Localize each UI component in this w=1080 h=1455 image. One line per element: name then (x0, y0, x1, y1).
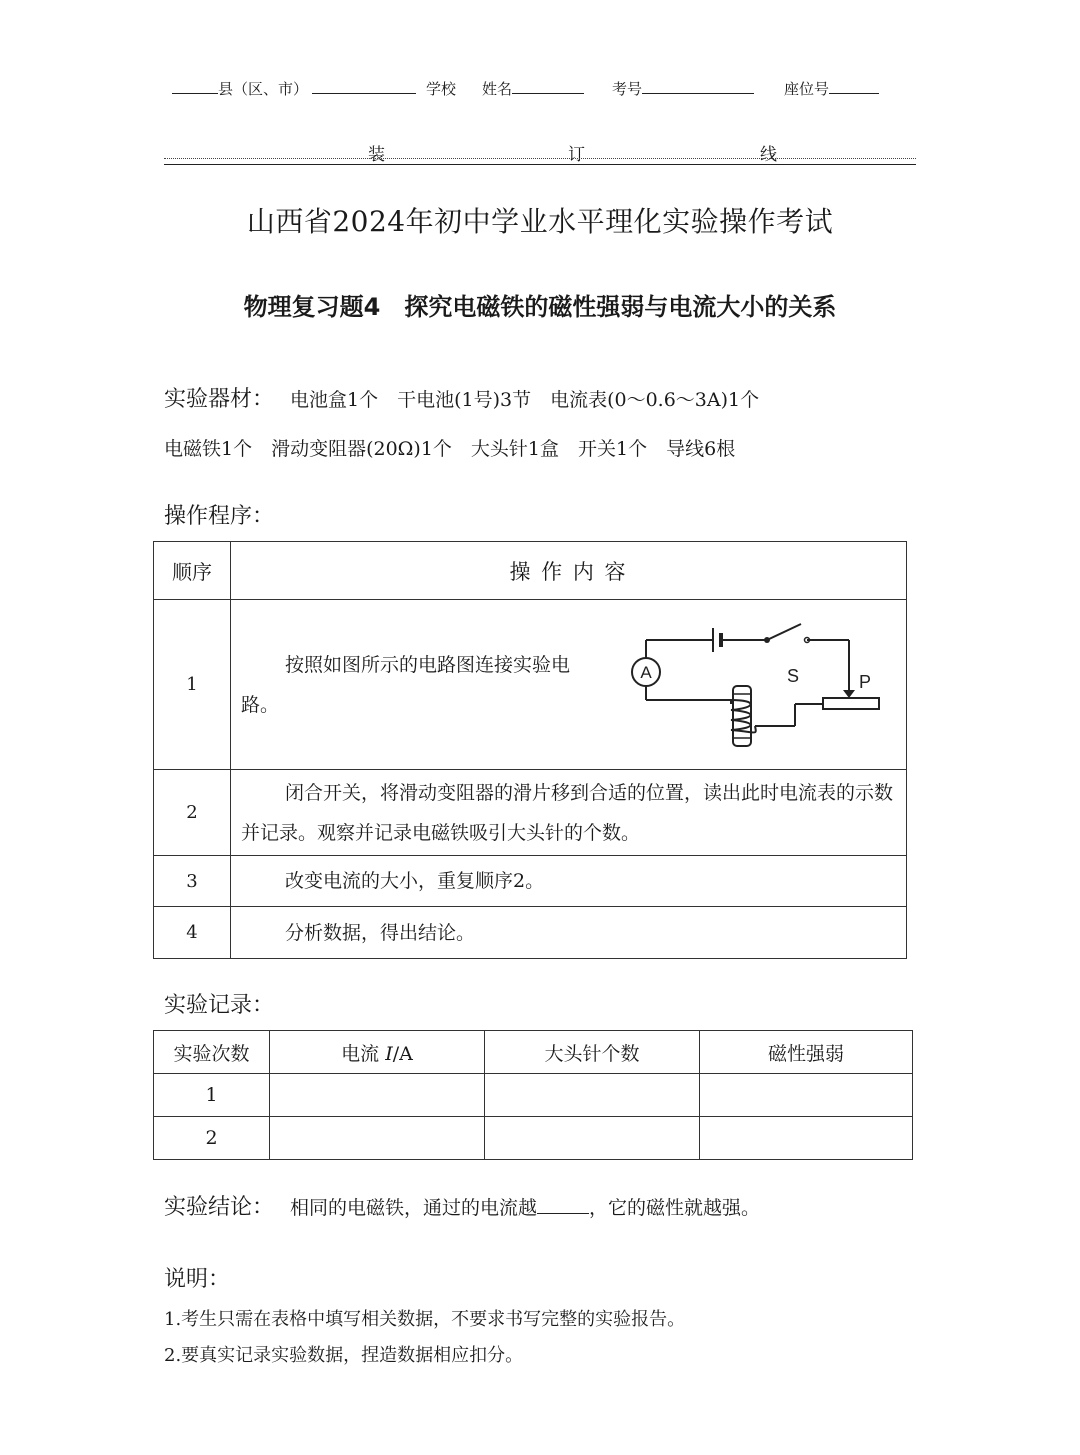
county-name-blank[interactable] (312, 78, 416, 94)
note-item-1: 1.考生只需在表格中填写相关数据，不要求书写完整的实验报告。 (164, 1309, 686, 1330)
table-row (154, 600, 907, 770)
county-blank[interactable] (172, 78, 218, 94)
col-header-pins: 大头针个数 (485, 1031, 700, 1074)
county-field[interactable] (172, 78, 416, 99)
step-text: 改变电流的大小，重复顺序2。 (231, 856, 907, 907)
table-row (154, 1117, 913, 1160)
circuit-diagram (631, 618, 891, 754)
record-label: 实验记录： (164, 993, 275, 1018)
seat-field[interactable] (784, 78, 879, 99)
record-table (153, 1030, 913, 1160)
name-field[interactable] (482, 78, 584, 99)
col-header-content: 操 作 内 容 (231, 542, 907, 600)
pins-cell[interactable] (485, 1074, 700, 1117)
binding-dotted-line (164, 158, 916, 159)
exam-header-fields (172, 78, 912, 100)
page-title: 山西省2024年初中学业水平理化实验操作考试 (246, 205, 834, 238)
switch-icon (764, 624, 810, 643)
step-text: 分析数据，得出结论。 (231, 907, 907, 959)
exam-number-label: 考号 (612, 80, 643, 98)
trial-number: 1 (154, 1074, 270, 1117)
conclusion-text (290, 1193, 760, 1220)
materials-line-2: 电磁铁1个 滑动变阻器(20Ω)1个 大头针1盒 开关1个 导线6根 (164, 438, 736, 460)
col-header-order: 顺序 (154, 542, 231, 600)
current-cell[interactable] (270, 1074, 485, 1117)
current-symbol: I (385, 1042, 393, 1065)
seat-blank[interactable] (829, 78, 879, 94)
ammeter-label: A (640, 663, 652, 682)
binding-solid-line (164, 164, 916, 165)
strength-cell[interactable] (700, 1117, 913, 1160)
col-header-current (270, 1031, 485, 1074)
conclusion-blank[interactable] (537, 1198, 589, 1214)
exam-number-blank[interactable] (642, 78, 754, 94)
electromagnet-icon (731, 686, 756, 746)
binding-char-3: 线 (760, 145, 777, 165)
battery-icon (713, 628, 721, 652)
notes-label: 说明： (164, 1267, 231, 1292)
materials-line-1: 电池盒1个 干电池(1号)3节 电流表(0～0.6～3A)1个 (290, 389, 760, 411)
note-item-2: 2.要真实记录实验数据，捏造数据相应扣分。 (164, 1345, 524, 1366)
current-cell[interactable] (270, 1117, 485, 1160)
step-number: 4 (154, 907, 231, 959)
table-row (154, 856, 907, 907)
binding-char-2: 订 (568, 145, 585, 165)
county-label: 县（区、市） (218, 80, 309, 98)
switch-label: S (787, 666, 800, 686)
current-prefix: 电流 (341, 1042, 380, 1065)
procedure-label: 操作程序： (164, 504, 275, 529)
current-unit: /A (392, 1042, 413, 1065)
step-content (231, 600, 907, 770)
slider-label: P (859, 672, 872, 692)
step-number: 3 (154, 856, 231, 907)
conclusion-after: ，它的磁性就越强。 (589, 1197, 761, 1219)
name-label: 姓名 (482, 80, 513, 98)
step-number: 1 (154, 600, 231, 770)
conclusion-label: 实验结论： (164, 1195, 275, 1220)
ammeter-icon (632, 658, 660, 686)
materials-label: 实验器材： (164, 387, 275, 412)
trial-number: 2 (154, 1117, 270, 1160)
page-subtitle: 物理复习题4 探究电磁铁的磁性强弱与电流大小的关系 (243, 293, 837, 321)
exam-number-field[interactable] (612, 78, 754, 99)
step-number: 2 (154, 770, 231, 856)
col-header-trial: 实验次数 (154, 1031, 270, 1074)
strength-cell[interactable] (700, 1074, 913, 1117)
step-text: 闭合开关，将滑动变阻器的滑片移到合适的位置，读出此时电流表的示数并记录。观察并记录电磁铁吸引大头针的个数。 (231, 770, 907, 856)
rheostat-icon (823, 690, 879, 709)
col-header-strength: 磁性强弱 (700, 1031, 913, 1074)
conclusion-before: 相同的电磁铁，通过的电流越 (290, 1197, 538, 1219)
procedure-header-row (154, 542, 907, 600)
table-row (154, 770, 907, 856)
school-label: 学校 (426, 80, 457, 98)
binding-char-1: 装 (368, 145, 385, 165)
table-row (154, 907, 907, 959)
name-blank[interactable] (512, 78, 584, 94)
pins-cell[interactable] (485, 1117, 700, 1160)
seat-label: 座位号 (784, 80, 830, 98)
procedure-table (153, 541, 907, 959)
record-header-row (154, 1031, 913, 1074)
step-text: 按照如图所示的电路图连接实验电路。 (241, 653, 571, 716)
table-row (154, 1074, 913, 1117)
